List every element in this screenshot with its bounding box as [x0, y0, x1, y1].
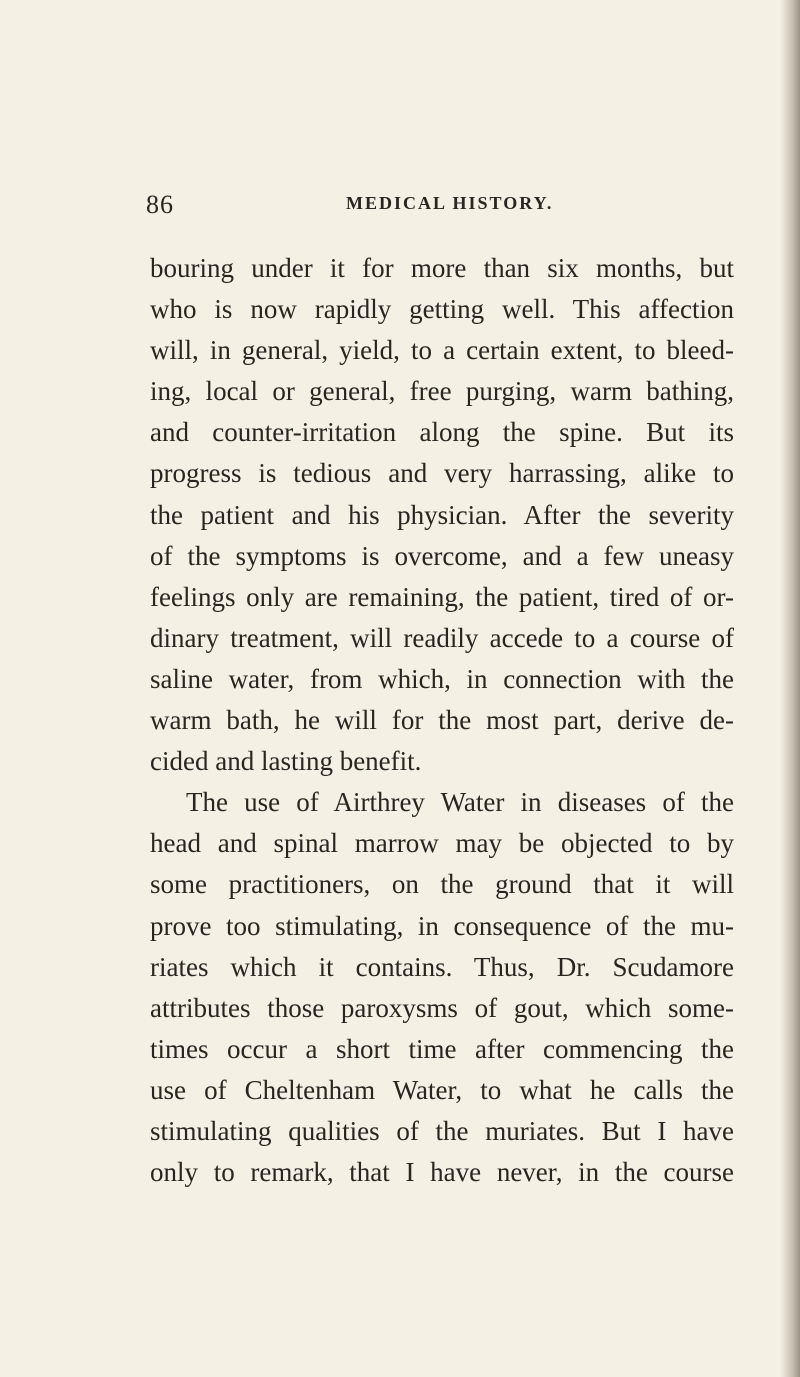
text-line: some practitioners, on the ground that it will [150, 869, 734, 900]
text-line: use of Cheltenham Water, to what he calls the [150, 1074, 734, 1105]
text-line: feelings only are remaining, the patient, tired of or- [150, 581, 734, 612]
text-line: the patient and his physician. After the severity [150, 499, 734, 530]
page-number: 86 [146, 190, 174, 219]
text-line: saline water, from which, in connection with the [150, 663, 734, 694]
text-line: times occur a short time after commencing the [150, 1033, 734, 1064]
text-line: stimulating qualities of the muriates. But I have [150, 1115, 734, 1146]
text-line: will, in general, yield, to a certain extent, to bleed- [150, 335, 734, 366]
text-line: head and spinal marrow may be objected to by [150, 828, 734, 859]
text-line: dinary treatment, will readily accede to a course of [150, 622, 734, 653]
text-line: of the symptoms is overcome, and a few uneasy [150, 540, 734, 571]
text-line: bouring under it for more than six months, but [150, 253, 734, 283]
text-line: warm bath, he will for the most part, derive de- [150, 705, 734, 736]
text-line: who is now rapidly getting well. This affection [150, 294, 734, 325]
text-line: progress is tedious and very harrassing, alike to [150, 458, 734, 489]
page-header [146, 190, 746, 220]
text-line: only to remark, that I have never, in the course [150, 1157, 734, 1188]
text-line: prove too stimulating, in consequence of the mu- [150, 910, 734, 941]
text-line: attributes those paroxysms of gout, which some- [150, 992, 734, 1023]
text-line: ing, local or general, free purging, warm bathing, [150, 376, 734, 407]
text-line: riates which it contains. Thus, Dr. Scudamore [150, 951, 734, 982]
text-line: cided and lasting benefit. [150, 746, 422, 777]
running-head: MEDICAL HISTORY. [346, 193, 554, 213]
body-text [150, 248, 734, 1193]
text-line: and counter-irritation along the spine. But its [150, 417, 734, 448]
text-line: The use of Airthrey Water in diseases of the [186, 787, 734, 818]
